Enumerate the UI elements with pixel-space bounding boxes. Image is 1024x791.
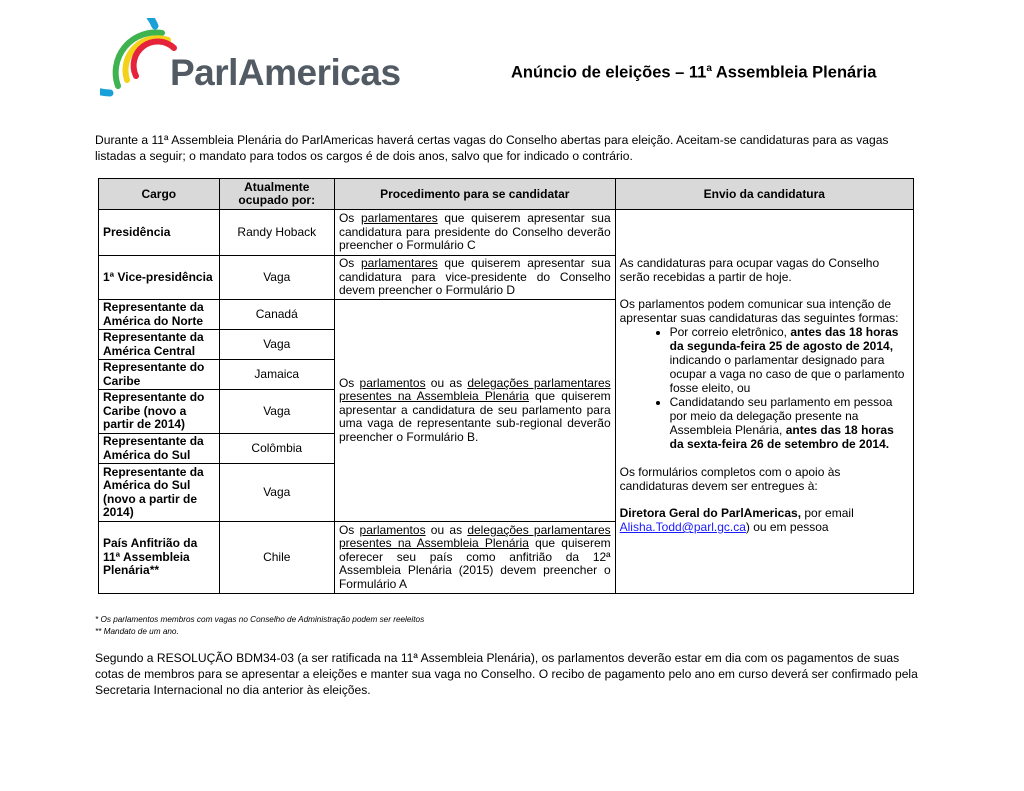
header-cargo: Cargo — [99, 179, 220, 210]
procedure-host: Os parlamentos ou as delegações parlamentares presentes na Assembleia Plenária que quiserem oferecer seu país como anfitrião da 12ª Assembleia Plenária (2015) devem preencher o Formulário A — [334, 522, 615, 594]
resolution-paragraph: Segundo a RESOLUÇÃO BDM34-03 (a ser ratificada na 11ª Assembleia Plenária), os parlamentos deverão estar em dia com os pagamentos de suas cotas de membros para se apresentar a eleições e manter sua vaga no Conselho. O recibo de pagamento pelo ano em curso deverá ser confirmado pela Secretaria Internacional no dia anterior às eleições. — [95, 651, 918, 697]
procedure-vice-president: Os parlamentares que quiserem apresentar sua candidatura para vice-presidente do Conselho devem preencher o Formulário D — [334, 256, 615, 300]
email-link[interactable]: Alisha.Todd@parl.gc.ca — [619, 520, 746, 534]
cargo-cell: País Anfitrião da 11ª Assembleia Plenária** — [99, 522, 220, 594]
submission-cell — [615, 210, 913, 594]
occupant-cell: Vaga — [219, 256, 334, 300]
procedure-regional: Os parlamentos ou as delegações parlamentares presentes na Assembleia Plenária que quiserem apresentar a candidatura de seu parlamento para uma vaga de representante sub-regional deverão preencher o Formulário B. — [334, 300, 615, 522]
logo-text: ParlAmericas — [170, 52, 401, 93]
table-header-row — [99, 179, 914, 210]
submission-contact: Diretora Geral do ParlAmericas, por email Alisha.Todd@parl.gc.ca) ou em pessoa — [619, 506, 854, 534]
cargo-cell: 1ª Vice-presidência — [99, 256, 220, 300]
list-item: • Candidatando seu parlamento em pessoa por meio da delegação presente na Assembleia Plenária, antes das 18 horas da sexta-feira 26 de setembro de 2014. — [670, 395, 909, 451]
footnotes — [95, 614, 424, 638]
cargo-cell: Presidência — [99, 210, 220, 256]
elections-table — [98, 178, 914, 594]
page-title: Anúncio de eleições – 11$^a$ Assembleia Plenária — [511, 63, 877, 82]
submission-delivery: Os formulários completos com o apoio às candidaturas devem ser entregues à: — [619, 465, 841, 493]
list-item: • Por correio eletrônico, antes das 18 horas da segunda-feira 25 de agosto de 2014, indicando o parlamentar designado para ocupar a vaga no caso de que o parlamento fosse eleito, ou — [670, 325, 909, 395]
cargo-cell: Representante da América do Norte — [99, 300, 220, 330]
occupant-cell: Jamaica — [219, 360, 334, 390]
cargo-cell: Representante do Caribe — [99, 360, 220, 390]
occupant-cell: Vaga — [219, 330, 334, 360]
header-occupant: Atualmente ocupado por: — [219, 179, 334, 210]
header-procedure: Procedimento para se candidatar — [334, 179, 615, 210]
submission-list — [620, 325, 909, 451]
header-submission: Envio da candidatura — [615, 179, 913, 210]
footnote-reelection: * Os parlamentos membros com vagas no Conselho de Administração podem ser reeleitos — [95, 615, 425, 624]
table-row — [99, 210, 914, 256]
parlamericas-logo — [100, 18, 440, 108]
occupant-cell: Vaga — [219, 464, 334, 522]
cargo-cell: Representante da América Central — [99, 330, 220, 360]
occupant-cell: Canadá — [219, 300, 334, 330]
cargo-cell: Representante da América do Sul — [99, 434, 220, 464]
occupant-cell: Vaga — [219, 390, 334, 434]
procedure-president: Os parlamentares que quiserem apresentar sua candidatura para presidente do Conselho deverão preencher o Formulário C — [334, 210, 615, 256]
cargo-cell: Representante do Caribe (novo a partir de 2014) — [99, 390, 220, 434]
submission-intro: As candidaturas para ocupar vagas do Conselho serão recebidas a partir de hoje. — [619, 256, 880, 284]
occupant-cell: Chile — [219, 522, 334, 594]
submission-forms-intro: Os parlamentos podem comunicar sua intenção de apresentar suas candidaturas das seguintes formas: — [619, 297, 899, 325]
footnote-term: ** Mandato de um ano. — [95, 627, 179, 636]
intro-paragraph: Durante a 11ª Assembleia Plenária do ParlAmericas haverá certas vagas do Conselho abertas para eleição. Aceitam-se candidaturas para as vagas listadas a seguir; o mandato para todos os cargos é de dois anos, salvo que for indicado o contrário. — [95, 133, 889, 163]
occupant-cell: Colômbia — [219, 434, 334, 464]
cargo-cell: Representante da América do Sul (novo a partir de 2014) — [99, 464, 220, 522]
occupant-cell: Randy Hoback — [219, 210, 334, 256]
